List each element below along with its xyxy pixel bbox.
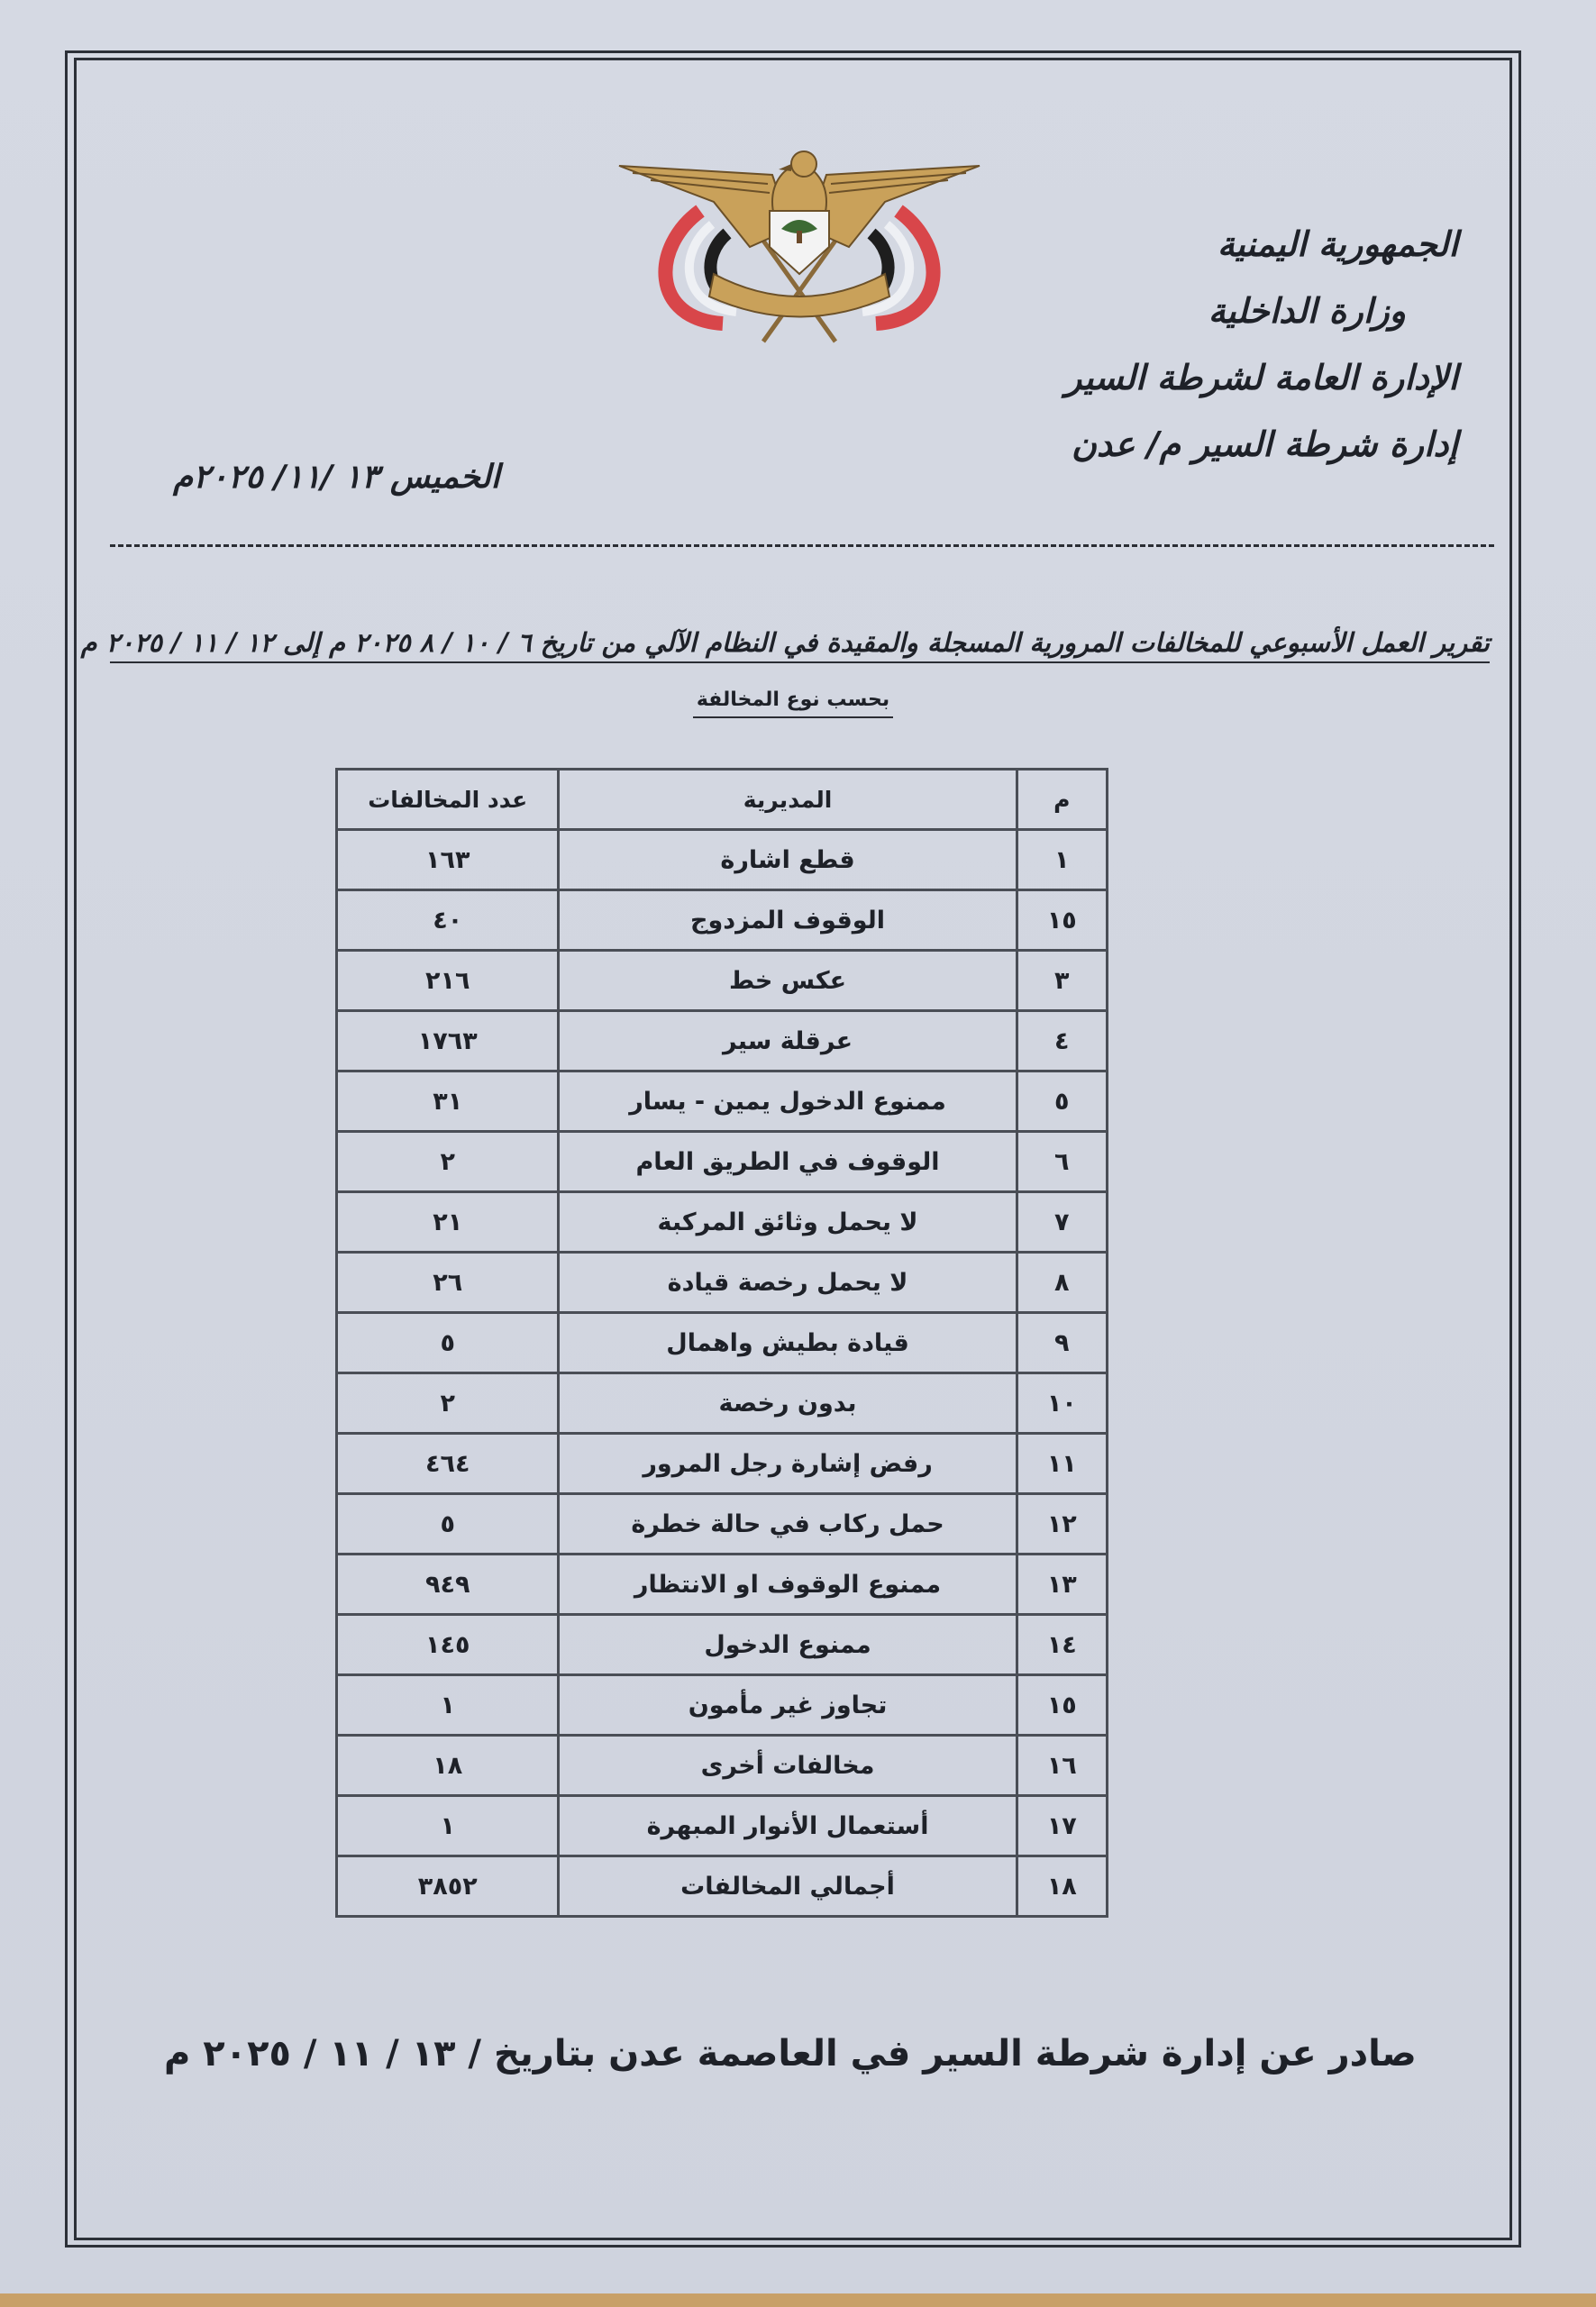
yemen-emblem-icon <box>615 148 984 346</box>
table-row <box>337 890 1108 951</box>
table-row <box>337 1192 1108 1253</box>
row-type: أجمالي المخالفات <box>559 1856 1017 1917</box>
row-type: لا يحمل وثائق المركبة <box>559 1192 1017 1253</box>
row-type: رفض إشارة رجل المرور <box>559 1434 1017 1494</box>
header-num: م <box>1017 770 1107 830</box>
table-row <box>337 1011 1108 1071</box>
row-count: ١ <box>337 1796 559 1856</box>
row-num: ١٥ <box>1017 1675 1107 1736</box>
row-num: ٣ <box>1017 951 1107 1011</box>
row-num: ١٣ <box>1017 1555 1107 1615</box>
table-row <box>337 1796 1108 1856</box>
table-row <box>337 1313 1108 1373</box>
row-num: ٥ <box>1017 1071 1107 1132</box>
row-count: ٢٦ <box>337 1253 559 1313</box>
row-count: ٤٠ <box>337 890 559 951</box>
dashed-divider <box>110 544 1494 547</box>
row-type: قطع اشارة <box>559 830 1017 890</box>
row-count: ٣٨٥٢ <box>337 1856 559 1917</box>
row-count: ١٨ <box>337 1736 559 1796</box>
row-type: عكس خط <box>559 951 1017 1011</box>
table-row <box>337 1494 1108 1555</box>
row-count: ١٦٣ <box>337 830 559 890</box>
row-num: ١٧ <box>1017 1796 1107 1856</box>
violations-table <box>335 768 1108 1918</box>
row-num: ١٨ <box>1017 1856 1107 1917</box>
header-count: عدد المخالفات <box>337 770 559 830</box>
table-header-row <box>337 770 1108 830</box>
row-count: ٥ <box>337 1313 559 1373</box>
row-count: ١٤٥ <box>337 1615 559 1675</box>
row-num: ٤ <box>1017 1011 1107 1071</box>
table-row <box>337 1675 1108 1736</box>
row-num: ١٤ <box>1017 1615 1107 1675</box>
row-type: الوقوف المزدوج <box>559 890 1017 951</box>
row-num: ٨ <box>1017 1253 1107 1313</box>
report-title: تقرير العمل الأسبوعي للمخالفات المرورية المسجلة والمقيدة في النظام الآلي من تاريخ ٦ / ١٠ / ٨ ٢٠٢٥ م إلى ١٢ / ١١ / ٢٠٢٥ م <box>110 627 1490 663</box>
row-type: ممنوع الوقوف او الانتظار <box>559 1555 1017 1615</box>
row-count: ٢ <box>337 1132 559 1192</box>
row-type: مخالفات أخرى <box>559 1736 1017 1796</box>
row-type: أستعمال الأنوار المبهرة <box>559 1796 1017 1856</box>
row-num: ١٥ <box>1017 890 1107 951</box>
table-row <box>337 1253 1108 1313</box>
table-row <box>337 1434 1108 1494</box>
ministry-name: وزارة الداخلية <box>1208 291 1406 331</box>
table-row <box>337 1615 1108 1675</box>
row-num: ١١ <box>1017 1434 1107 1494</box>
row-type: تجاوز غير مأمون <box>559 1675 1017 1736</box>
table-row <box>337 1071 1108 1132</box>
country-name: الجمهورية اليمنية <box>1217 224 1458 264</box>
row-count: ٢ <box>337 1373 559 1434</box>
table-row <box>337 951 1108 1011</box>
table-row <box>337 1555 1108 1615</box>
table-row <box>337 830 1108 890</box>
row-count: ٥ <box>337 1494 559 1555</box>
row-type: حمل ركاب في حالة خطرة <box>559 1494 1017 1555</box>
row-count: ١٧٦٣ <box>337 1011 559 1071</box>
report-subtitle: بحسب نوع المخالفة <box>693 688 893 718</box>
table-row-total <box>337 1856 1108 1917</box>
row-type: قيادة بطيش واهمال <box>559 1313 1017 1373</box>
local-directorate-name: إدارة شرطة السير م/ عدن <box>1071 424 1458 464</box>
row-type: عرقلة سير <box>559 1011 1017 1071</box>
letterhead <box>1065 211 1458 478</box>
row-count: ٢١٦ <box>337 951 559 1011</box>
row-count: ٩٤٩ <box>337 1555 559 1615</box>
table-row <box>337 1736 1108 1796</box>
row-type: الوقوف في الطريق العام <box>559 1132 1017 1192</box>
row-count: ٤٦٤ <box>337 1434 559 1494</box>
row-num: ٧ <box>1017 1192 1107 1253</box>
header-type: المديرية <box>559 770 1017 830</box>
row-num: ٦ <box>1017 1132 1107 1192</box>
document-date: الخميس ١٣ /١١/ ٢٠٢٥م <box>173 459 500 496</box>
row-num: ١٦ <box>1017 1736 1107 1796</box>
row-type: ممنوع الدخول يمين - يسار <box>559 1071 1017 1132</box>
row-type: ممنوع الدخول <box>559 1615 1017 1675</box>
row-type: لا يحمل رخصة قيادة <box>559 1253 1017 1313</box>
row-type: بدون رخصة <box>559 1373 1017 1434</box>
row-count: ٣١ <box>337 1071 559 1132</box>
report-subtitle-wrap <box>74 688 1512 718</box>
issued-by-footer: صادر عن إدارة شرطة السير في العاصمة عدن بتاريخ / ١٣ / ١١ / ٢٠٢٥ م <box>164 2033 1417 2074</box>
row-num: ١٢ <box>1017 1494 1107 1555</box>
document-content <box>74 58 1512 2240</box>
general-directorate-name: الإدارة العامة لشرطة السير <box>1065 358 1458 397</box>
table-row <box>337 1132 1108 1192</box>
row-count: ١ <box>337 1675 559 1736</box>
row-num: ١٠ <box>1017 1373 1107 1434</box>
row-num: ١ <box>1017 830 1107 890</box>
row-count: ٢١ <box>337 1192 559 1253</box>
table-row <box>337 1373 1108 1434</box>
row-num: ٩ <box>1017 1313 1107 1373</box>
